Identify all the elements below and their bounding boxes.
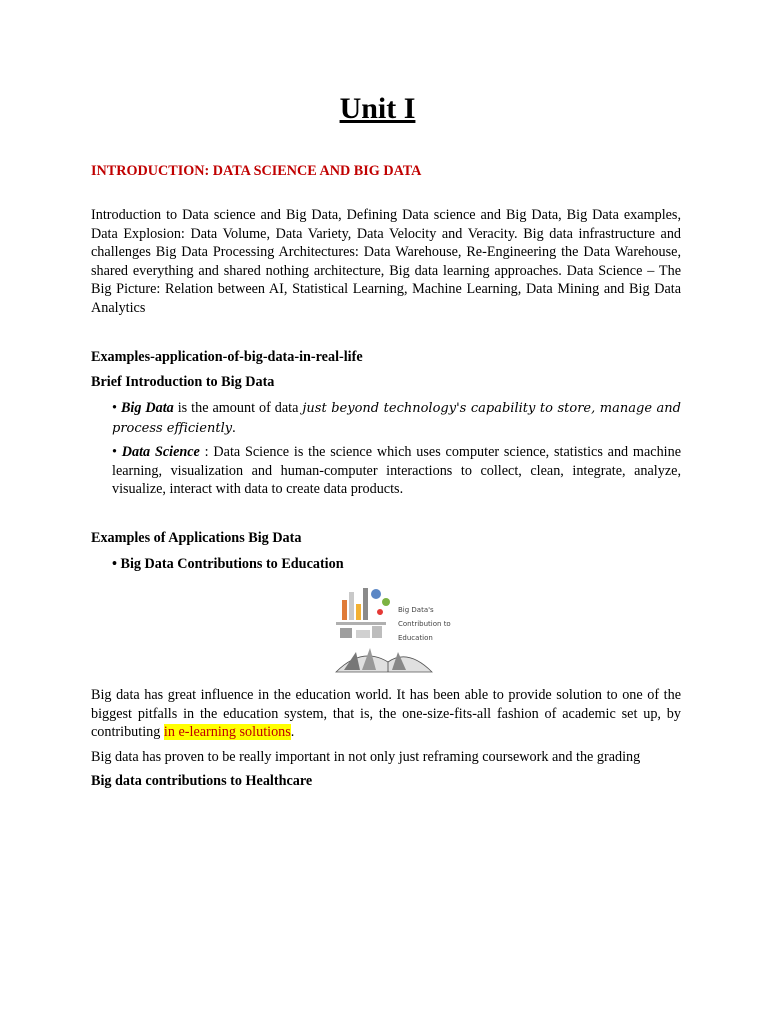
image-caption-line: Big Data's <box>398 606 434 614</box>
applications-heading: Examples of Applications Big Data <box>91 530 302 546</box>
image-caption-line: Education <box>398 634 433 642</box>
bullet-text: : Data Science is the science which uses computer science, statistics and machine learning, visualization and human-computer interactions to collect, clean, integrate, analyze, visualize, interact with data to create data products. <box>112 444 681 498</box>
bullet-education-label: Big Data Contributions to Education <box>120 556 344 572</box>
bullet-dot: • <box>112 556 121 572</box>
healthcare-heading: Big data contributions to Healthcare <box>91 773 313 789</box>
bullet-education <box>112 556 344 573</box>
education-paragraph-2: Big data has proven to be really important in not only just reframing coursework and the grading <box>91 749 641 765</box>
bullet-text-end: . <box>232 419 236 436</box>
bullet-italic-text: just beyond technology's capability to store, manage and process efficiently <box>112 401 682 436</box>
section-heading: INTRODUCTION: DATA SCIENCE AND BIG DATA <box>91 163 422 179</box>
bullet-term: Big Data <box>120 400 174 416</box>
education-paragraph-text: Big data has great influence in the education world. It has been able to provide solution to one of the biggest pitfalls in the education system, that is, the one-size-fits-all fashion of academic set up, by contributing <box>91 687 681 741</box>
bullet-dot: • <box>112 400 121 416</box>
bullet-big-data <box>112 399 681 438</box>
education-paragraph-end: . <box>290 724 295 741</box>
brief-intro-heading: Brief Introduction to Big Data <box>91 374 275 390</box>
page-title: Unit I <box>339 92 416 125</box>
highlighted-text: in e-learning solutions <box>163 724 291 741</box>
bullet-term: Data Science <box>121 444 200 460</box>
examples-heading: Examples-application-of-big-data-in-real-life <box>91 349 363 365</box>
bullet-data-science <box>112 443 681 499</box>
image-caption-line: Contribution to <box>398 620 451 628</box>
education-illustration <box>332 582 451 674</box>
bullet-dot: • <box>112 444 122 460</box>
intro-paragraph: Introduction to Data science and Big Data, Defining Data science and Big Data, Big Data examples, Data Explosion: Data Volume, Data Variety, Data Velocity and Veracity. Big data infrastructure and challenges Big Data Processing Architectures: Data Warehouse, Re-Engineering the Data Warehouse, shared everything and shared nothing architecture, Big data learning approaches. Data Science – The Big Picture: Relation between AI, Statistical Learning, Machine Learning, Data Mining and Big Data Analytics <box>91 207 681 316</box>
bullet-text: is the amount of data <box>173 400 303 416</box>
education-illustration-graphic <box>332 582 451 674</box>
education-paragraph <box>91 686 681 742</box>
